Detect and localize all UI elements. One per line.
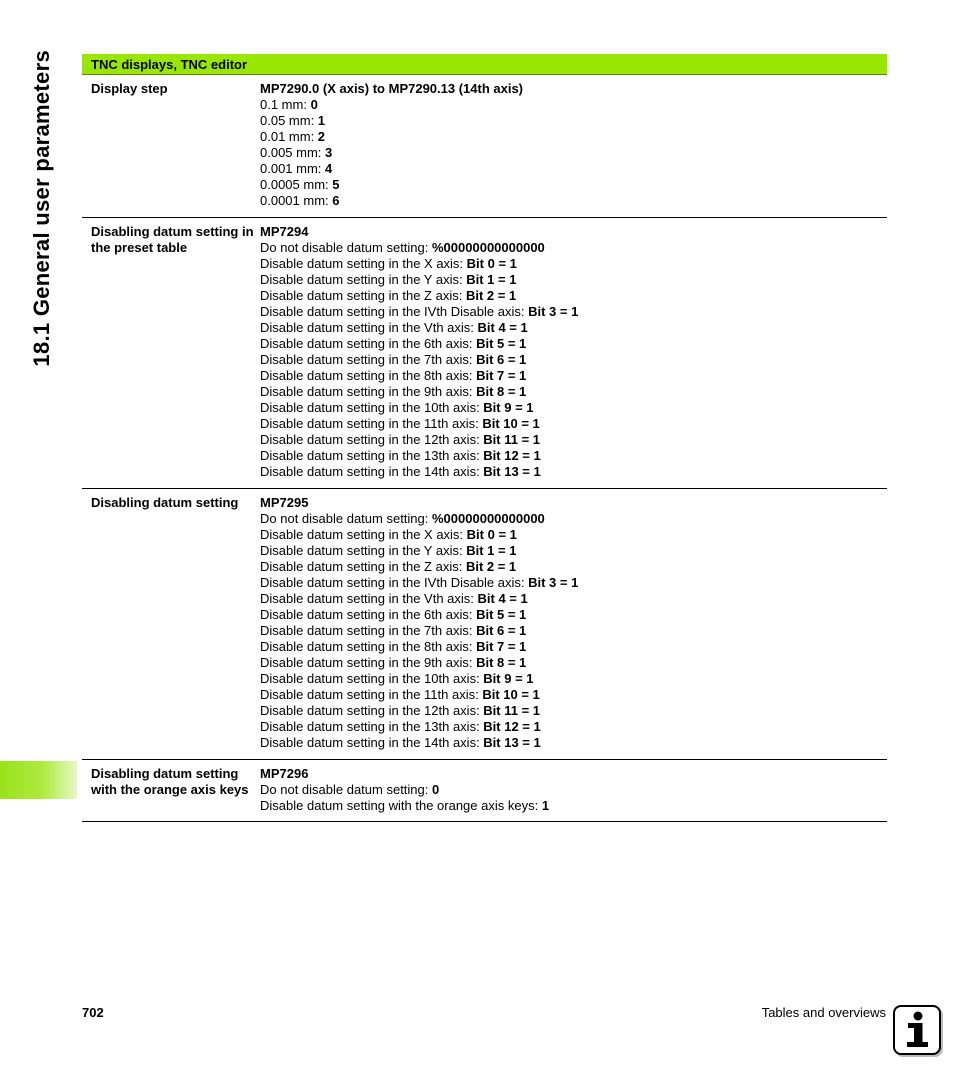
option-text: 0.0001 mm: (260, 193, 333, 209)
option-text: 0.05 mm: (260, 113, 318, 129)
option-text: Do not disable datum setting: (260, 239, 432, 255)
option-text: Disable datum setting in the Y axis: (260, 542, 467, 558)
option-text: Disable datum setting in the 10th axis: (260, 671, 484, 687)
parameter-option (260, 304, 887, 320)
parameter-label: Display step (91, 81, 168, 96)
option-text: 0.005 mm: (260, 145, 326, 161)
parameter-option (260, 464, 887, 480)
option-value: %00000000000000 (432, 510, 545, 526)
parameter-option (260, 177, 887, 193)
option-text: Disable datum setting in the 6th axis: (260, 335, 477, 351)
option-value: Bit 3 = 1 (528, 574, 579, 590)
parameter-option (260, 113, 887, 129)
option-value: Bit 0 = 1 (466, 255, 517, 271)
parameter-id: MP7295 (260, 494, 309, 510)
option-text: Do not disable datum setting: (260, 510, 432, 526)
option-value: Bit 11 = 1 (483, 432, 541, 448)
option-value: Bit 12 = 1 (483, 719, 541, 735)
option-value: 0 (432, 781, 440, 797)
option-value: Bit 9 = 1 (483, 400, 534, 416)
parameter-option (260, 575, 887, 591)
option-value: 5 (332, 177, 340, 193)
option-value: Bit 11 = 1 (483, 703, 541, 719)
option-value: Bit 10 = 1 (482, 687, 540, 703)
parameter-option (260, 97, 887, 113)
option-text: Disable datum setting in the 12th axis: (260, 432, 484, 448)
parameter-id: MP7290.0 (X axis) to MP7290.13 (14th axis) (260, 81, 524, 96)
option-value: 1 (541, 797, 550, 813)
parameter-option (260, 623, 887, 639)
parameter-option (260, 193, 887, 209)
parameter-row (82, 218, 887, 489)
option-value: 6 (332, 193, 340, 209)
parameter-option (260, 240, 887, 256)
parameter-description (260, 81, 887, 210)
parameter-option (260, 272, 887, 288)
parameter-option (260, 256, 887, 272)
option-value: 2 (317, 129, 326, 145)
info-icon (893, 1005, 941, 1055)
info-glyph (895, 1007, 939, 1053)
option-text: Disable datum setting in the X axis: (260, 255, 467, 271)
option-value: 4 (325, 161, 333, 177)
option-text: Disable datum setting in the 14th axis: (260, 464, 484, 480)
option-value: Bit 6 = 1 (476, 352, 527, 367)
parameter-description (260, 495, 887, 752)
option-text: Disable datum setting in the IVth Disable axis: (260, 303, 529, 319)
option-text: Disable datum setting in the 7th axis: (260, 623, 477, 638)
page-number: 702 (82, 1005, 104, 1020)
option-value: Bit 5 = 1 (476, 335, 527, 351)
parameter-option (260, 591, 887, 607)
parameter-option (260, 161, 887, 177)
parameter-option (260, 145, 887, 161)
parameter-option (260, 527, 887, 543)
parameter-option (260, 703, 887, 719)
parameter-option (260, 129, 887, 145)
option-text: Disable datum setting in the 14th axis: (260, 735, 484, 751)
parameter-option (260, 559, 887, 575)
option-text: Disable datum setting in the 11th axis: (260, 687, 483, 703)
option-text: Disable datum setting in the 9th axis: (260, 655, 477, 671)
option-value: Bit 0 = 1 (466, 526, 517, 542)
parameter-label: Disabling datum setting with the orange axis keys (91, 765, 249, 797)
option-value: Bit 8 = 1 (476, 655, 527, 671)
parameter-option (260, 320, 887, 336)
parameter-option (260, 798, 887, 814)
parameter-option (260, 400, 887, 416)
option-value: Bit 4 = 1 (477, 319, 528, 335)
chapter-footer: Tables and overviews (761, 1005, 886, 1020)
parameter-option (260, 687, 887, 703)
option-value: Bit 13 = 1 (483, 464, 541, 480)
option-text: Disable datum setting in the 8th axis: (260, 639, 477, 655)
parameter-option (260, 448, 887, 464)
option-value: Bit 12 = 1 (483, 448, 541, 464)
option-text: Disable datum setting in the 6th axis: (260, 606, 477, 622)
parameter-option (260, 511, 887, 527)
option-text: Disable datum setting in the 12th axis: (260, 703, 484, 719)
option-text: 0.001 mm: (260, 161, 326, 177)
parameter-id: MP7296 (260, 765, 309, 781)
option-value: 0 (310, 97, 318, 113)
section-header: TNC displays, TNC editor (82, 54, 887, 75)
option-value: Bit 4 = 1 (477, 590, 528, 606)
option-value: Bit 1 = 1 (466, 542, 517, 558)
parameter-label: Disabling datum setting in the preset table (91, 223, 254, 255)
parameter-row (82, 760, 887, 822)
parameter-label: Disabling datum setting (91, 494, 239, 510)
option-text: Disable datum setting in the IVth Disable axis: (260, 574, 529, 590)
option-text: 0.0005 mm: (260, 177, 333, 193)
parameter-option (260, 735, 887, 751)
parameter-description (260, 224, 887, 481)
parameter-table (82, 75, 887, 822)
parameter-option (260, 655, 887, 671)
option-text: Disable datum setting in the 13th axis: (260, 719, 484, 735)
option-text: Disable datum setting in the Vth axis: (260, 319, 478, 335)
option-value: Bit 2 = 1 (465, 287, 517, 303)
option-text: 0.1 mm: (260, 97, 311, 113)
parameter-description (260, 766, 887, 814)
option-value: Bit 9 = 1 (483, 671, 534, 687)
option-text: Disable datum setting in the 11th axis: (260, 416, 483, 432)
option-text: Disable datum setting in the Y axis: (260, 271, 467, 287)
option-value: Bit 3 = 1 (528, 303, 579, 319)
parameter-option (260, 384, 887, 400)
parameter-row (82, 75, 887, 218)
chapter-side-title: 18.1 General user parameters (29, 50, 54, 367)
option-text: Disable datum setting in the 8th axis: (260, 368, 477, 384)
option-text: 0.01 mm: (260, 129, 318, 145)
parameter-option (260, 368, 887, 384)
option-value: Bit 13 = 1 (483, 735, 541, 751)
option-value: Bit 2 = 1 (465, 558, 517, 574)
option-text: Do not disable datum setting: (260, 781, 432, 797)
option-value: Bit 1 = 1 (466, 271, 517, 287)
parameter-option (260, 671, 887, 687)
parameter-option (260, 782, 887, 798)
option-value: %00000000000000 (432, 239, 545, 255)
option-value: Bit 6 = 1 (476, 623, 527, 638)
option-text: Disable datum setting in the X axis: (260, 526, 467, 542)
option-text: Disable datum setting with the orange axis keys: (260, 797, 542, 813)
option-text: Disable datum setting in the Vth axis: (260, 590, 478, 606)
parameter-option (260, 543, 887, 559)
parameter-row (82, 489, 887, 760)
parameter-option (260, 288, 887, 304)
parameter-option (260, 432, 887, 448)
parameter-option (260, 639, 887, 655)
parameter-id: MP7294 (260, 223, 309, 239)
parameter-option (260, 416, 887, 432)
option-value: 3 (325, 145, 333, 161)
chapter-tab-marker (0, 761, 77, 799)
option-text: Disable datum setting in the 7th axis: (260, 352, 477, 367)
parameter-option (260, 336, 887, 352)
option-text: Disable datum setting in the 9th axis: (260, 384, 477, 400)
option-value: Bit 5 = 1 (476, 606, 527, 622)
option-text: Disable datum setting in the Z axis: (260, 558, 466, 574)
option-value: Bit 8 = 1 (476, 384, 527, 400)
option-value: Bit 10 = 1 (482, 416, 540, 432)
parameter-option (260, 352, 887, 368)
parameter-option (260, 719, 887, 735)
option-text: Disable datum setting in the 13th axis: (260, 448, 484, 464)
option-value: 1 (317, 113, 326, 129)
option-value: Bit 7 = 1 (476, 368, 527, 384)
parameter-option (260, 607, 887, 623)
option-value: Bit 7 = 1 (476, 639, 527, 655)
option-text: Disable datum setting in the 10th axis: (260, 400, 484, 416)
option-text: Disable datum setting in the Z axis: (260, 287, 466, 303)
